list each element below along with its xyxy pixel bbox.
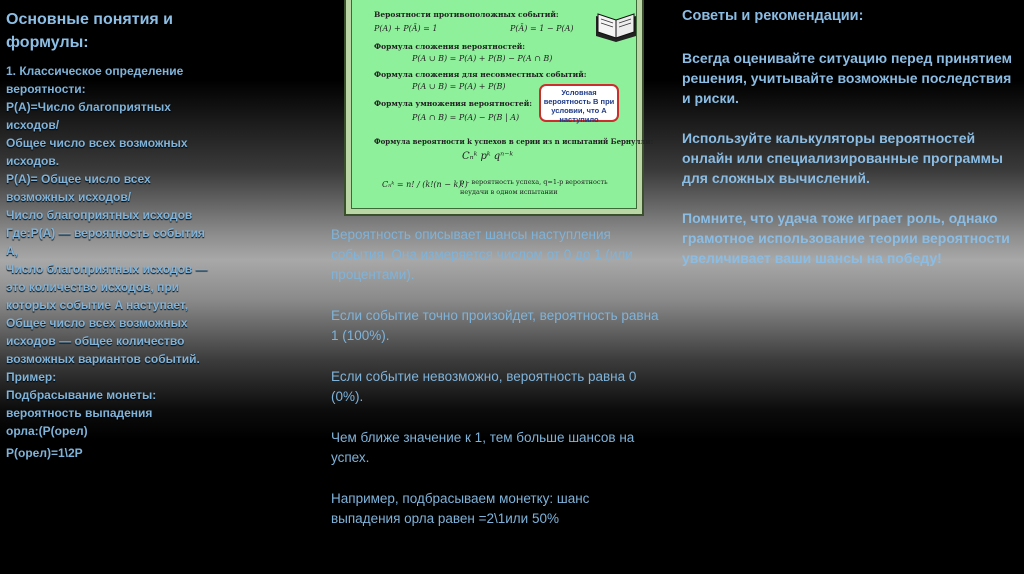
left-line: вероятности: — [6, 82, 86, 96]
right-paragraph: Используйте калькуляторы вероятностей онлайн или специализированные программы для сложных вычислений. — [682, 130, 1003, 186]
formula-image — [344, 0, 654, 216]
middle-paragraph: Чем ближе значение к 1, тем больше шансов на успех. — [331, 430, 635, 465]
left-line: орла:(P(орел) — [6, 424, 88, 438]
formula-panel — [351, 0, 654, 209]
formula: Cₙᵏ pᵏ qⁿ⁻ᵏ — [462, 151, 514, 162]
left-line: Число благоприятных исходов — [6, 208, 193, 222]
right-title: Советы и рекомендации: — [682, 8, 864, 24]
left-line: исходов — общее количество — [6, 334, 185, 348]
left-line: Где:P(A) — вероятность события — [6, 226, 205, 240]
left-line: вероятность выпадения — [6, 406, 153, 420]
right-column — [682, 6, 1017, 288]
left-title: Основные понятия и формулы: — [6, 11, 174, 51]
middle-column — [331, 225, 661, 550]
formula: P(A ∪ B) = P(A) + P(B) − P(A ∩ B) — [412, 54, 553, 63]
right-paragraph: Всегда оценивайте ситуацию перед принятием решения, учитывайте возможные последствия и риски. — [682, 50, 1012, 106]
formula: Cₙᵏ = n! / (k!(n − k)!) — [382, 180, 468, 189]
left-line: Число благоприятных исходов — — [6, 262, 208, 276]
middle-paragraph: Вероятность описывает шансы наступления события. Она измеряется числом от 0 до 1 (или процентами). — [331, 227, 633, 282]
left-line: исходов. — [6, 154, 60, 168]
left-line: это количество исходов, при — [6, 280, 180, 294]
formula-caption: Вероятности противоположных событий: — [374, 10, 559, 19]
left-line: 1. Классическое определение — [6, 64, 184, 78]
left-line: Общее число всех возможных — [6, 316, 188, 330]
left-line: возможных вариантов событий. — [6, 352, 200, 366]
left-line: A, — [6, 244, 18, 258]
left-line: Подбрасывание монеты: — [6, 388, 157, 402]
formula: P(A) + P(Ā) = 1 — [374, 24, 438, 33]
formula-caption: Формула вероятности k успехов в серии из n испытаний Бернулли: — [374, 137, 654, 146]
left-line: возможных исходов/ — [6, 190, 132, 204]
formula-note: p – вероятность успеха, q=1-p вероятность — [460, 178, 608, 186]
left-line: Общее число всех возможных — [6, 136, 188, 150]
formula-caption: Формула сложения для несовместных событий: — [374, 70, 587, 79]
left-line: которых событие A наступает, — [6, 298, 189, 312]
middle-paragraph: Если событие точно произойдет, вероятность равна 1 (100%). — [331, 308, 659, 343]
left-line: Пример: — [6, 370, 57, 384]
formula: P(A ∩ B) = P(A) − P(B | A) — [412, 113, 520, 122]
left-line: исходов/ — [6, 118, 60, 132]
right-paragraph: Помните, что удача тоже играет роль, однако грамотное использование теории вероятности увеличивает ваши шансы на победу! — [682, 210, 1010, 266]
formula-note: неудачи в одном испытании — [460, 188, 558, 196]
middle-paragraph: Если событие невозможно, вероятность равна 0 (0%). — [331, 369, 637, 404]
formula: P(A ∪ B) = P(A) + P(B) — [412, 82, 506, 91]
left-line: P(A)= Общее число всех — [6, 172, 151, 186]
formula: P(Ā) = 1 − P(A) — [510, 24, 574, 33]
middle-paragraph: Например, подбрасываем монетку: шанс выпадения орла равен =2\1или 50% — [331, 491, 590, 526]
left-column — [6, 8, 218, 462]
book-icon — [592, 6, 640, 42]
formula-caption: Формула умножения вероятностей: — [374, 99, 533, 108]
formula-caption: Формула сложения вероятностей: — [374, 42, 526, 51]
left-line: P(орел)=1\2P — [6, 446, 83, 460]
left-line: P(A)=Число благоприятных — [6, 100, 171, 114]
conditional-probability-callout: Условная вероятность B при условии, что A наступило — [539, 84, 619, 122]
